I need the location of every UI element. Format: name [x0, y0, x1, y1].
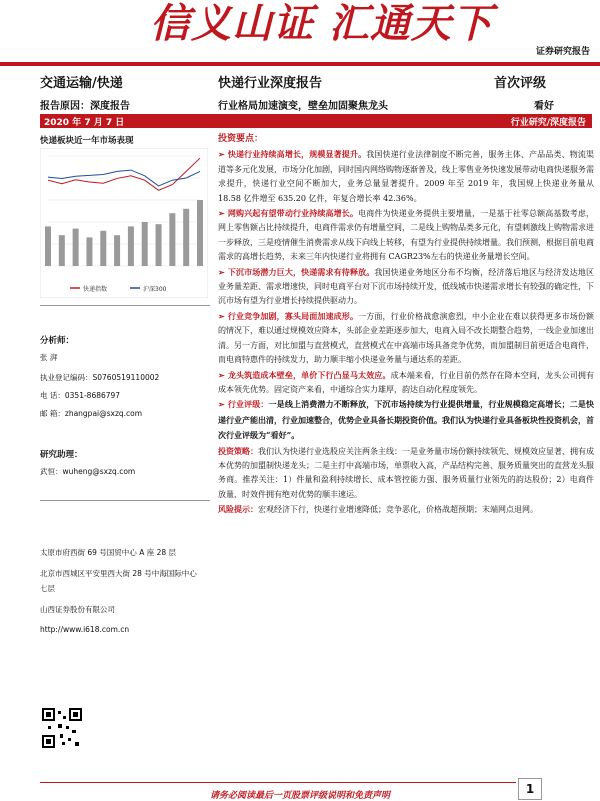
- point-4: ➢ 行业竞争加剧，寡头局面加速成形。一方面，行业价格战愈演愈烈，中小企业在难以获得更多市场份额的情况下，难以通过规模效应降本，头部企业差距逐步加大，电商入局不改长期整合趋势，一线企业加速出清。另一方面，对比加盟与直营模式，直营模式在中高端市场具备竞争优势，而加盟制目前更适合电商件，而电商特惠件的持续发力，助力顺丰缩小快递业务量与通达系的差距。: [218, 310, 595, 365]
- divider: [40, 500, 210, 501]
- legend-label: 快递指数: [83, 286, 108, 293]
- volume-bar: [169, 213, 175, 266]
- company-website[interactable]: http://www.i618.com.cn: [40, 625, 130, 634]
- market-performance-chart: [40, 148, 208, 298]
- divider: [40, 305, 210, 306]
- chart-title: 快递板块近一年市场表现: [40, 136, 134, 146]
- header-banner: [0, 0, 600, 62]
- report-reason: 报告原因：深度报告: [40, 101, 130, 112]
- assistant-contact[interactable]: 武恒：wuheng@sxzq.com: [40, 467, 136, 476]
- risk-warning: 风险提示：宏观经济下行，快递行业增速降低；竞争恶化，价格战超预期；末端网点退网。: [218, 504, 538, 515]
- footer-rule: [40, 782, 516, 783]
- volume-bar: [156, 224, 162, 266]
- rating-value: 看好: [534, 101, 554, 112]
- rating-type: 首次评级: [494, 76, 547, 91]
- volume-bar: [86, 237, 92, 266]
- volume-bar: [183, 209, 189, 266]
- volume-bar: [59, 235, 65, 266]
- point-2: ➢ 网购兴起有望带动行业持续高增长。电商件为快递业务提供主要增量，一是基于社零总额高基数考虑，网上零售额占比持续提升，电商件需求仍有增量空间，二是线上购物品类多元化，有望刺激线上购物需求进一步释放，三是疫情催生消费需求从线下向线上转移，有望为行业提供持续增量。我们预测，根据目前电商需求的高增长趋势，未来三年内快递行业将拥有 CAGR23%左右的快递业务量增长空间。: [218, 208, 595, 262]
- volume-bar: [128, 226, 134, 266]
- address-beijing: 北京市西城区平安里西大街 28 号中海国际中心七层: [40, 569, 197, 593]
- date-band: [40, 114, 592, 128]
- analyst-cert: 执业登记编码：S0760519110002: [40, 373, 160, 382]
- volume-bar: [197, 200, 203, 266]
- volume-bar: [114, 235, 120, 266]
- analyst-phone: 电 话：0351-8686797: [40, 391, 121, 400]
- key-points-label: 投资要点：: [218, 134, 264, 144]
- volume-bar: [73, 229, 79, 266]
- analyst-label: 分析师：: [40, 336, 75, 346]
- report-date: 2020 年 7 月 7 日: [44, 118, 125, 128]
- qr-code-icon: [42, 708, 82, 748]
- assistant-label: 研究助理：: [40, 450, 83, 460]
- point-5: ➢ 龙头筑造成本壁垒，单价下行凸显马太效应。成本端来看，行业目前仍然存在降本空间，龙头公司拥有成本领先优势。固定资产来看，中通综合实力雄厚，韵达自动化程度领先。: [218, 369, 594, 394]
- volume-bar: [100, 231, 106, 266]
- main-content: [218, 132, 594, 518]
- volume-bar: [45, 226, 51, 266]
- point-1: ➢ 快递行业持续高增长，规模显著提升。我国快递行业法律制度不断完善，服务主体、产品品类、物流渠道等多元化发展，市场分化加剧，同时国内网络购物逐渐普及，线上零售业务快速发展带动电商快递服务需求提升，快递行业空间不断加大，业务总量显著提升。2009 年至 2019 年，我国规上快递业务量从 18.58 亿件增至 635.20 亿件，年复合增长率 42.36%。: [218, 149, 595, 203]
- page-number: 1: [518, 778, 542, 800]
- report-category: 行业研究/深度报告: [510, 118, 586, 128]
- sector-label: 交通运输/快递: [40, 76, 123, 91]
- brand-logo: 信义山证 汇通天下: [150, 0, 493, 47]
- legend-label: 沪深300: [143, 286, 167, 293]
- point-3: ➢ 下沉市场潜力巨大，快递需求有待释放。我国快递业务地区分布不均衡，经济落后地区与经济发达地区业务量差距、需求增速快，同时电商平台对下沉市场持续开发，低线城市快递需求增长有较强的确定性，下沉市场有望为行业增长持续提供驱动力。: [218, 266, 595, 306]
- report-title: 快递行业深度报告: [218, 76, 323, 91]
- investment-strategy: 投资策略：我们认为快递行业选股应关注两条主线：一是业务量市场份额持续领先、规模效应显著、拥有成本优势的加盟制快递龙头；二是主打中高端市场，单票收入高，产品结构完善、服务质量突出的直营龙头服务商。推荐关注：1）件量和盈利持续增长、成本管控能力强、服务质量行业领先的韵达股份；2）电商件放量、时效件拥有绝对优势的顺丰速运。: [218, 445, 594, 499]
- analyst-email[interactable]: 邮 箱：zhangpai@sxzq.com: [40, 409, 143, 418]
- company-name: 山西证券股份有限公司: [40, 605, 115, 614]
- report-type-tag: 证券研究报告: [535, 47, 590, 57]
- header-rule: [0, 62, 600, 66]
- address-taiyuan: 太原市府西街 69 号国贸中心 A 座 28 层: [40, 548, 177, 557]
- point-6: ➢ 行业评级：一是线上消费潜力不断释放，下沉市场持续为行业提供增量，行业规模稳定高增长；二是快递行业产能出清，行业加速整合，优势企业具备长期投资价值。我们认为快递行业具备板块性投资机会，首次行业评级为“看好”。: [218, 399, 594, 441]
- footer-disclaimer: 请务必阅读最后一页股票评级说明和免责声明: [209, 791, 390, 801]
- volume-bar: [142, 222, 148, 266]
- report-subtitle: 行业格局加速演变，壁垒加固聚焦龙头: [218, 101, 388, 112]
- analyst-name: 张 湃: [40, 353, 58, 362]
